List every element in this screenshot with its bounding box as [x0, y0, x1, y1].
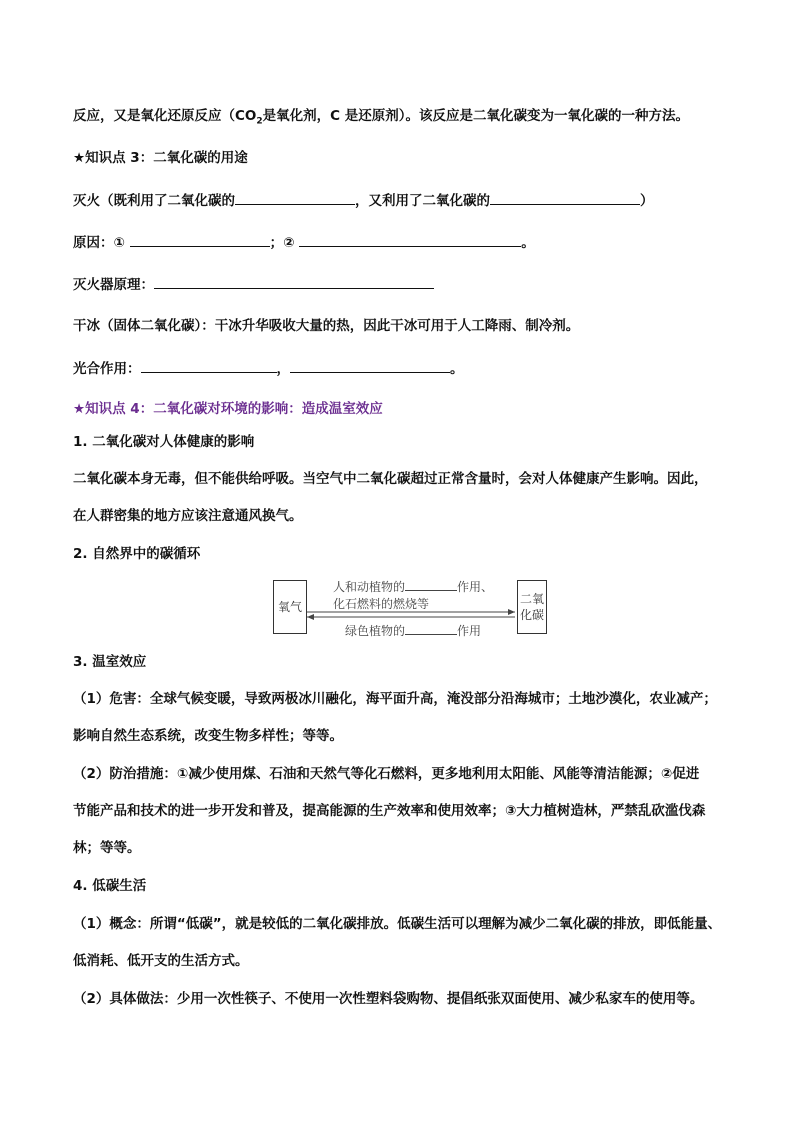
fill-blank[interactable]	[490, 190, 640, 205]
fill-blank[interactable]	[299, 232, 521, 247]
bottom-label	[345, 622, 481, 639]
carbon-cycle-diagram	[273, 578, 545, 638]
text-span: 人和动植物的	[333, 580, 406, 594]
fill-blank[interactable]	[154, 274, 434, 289]
text-span: 原因：①	[73, 235, 125, 251]
box-label: 化碳	[519, 608, 544, 622]
fire-extinguishing-line	[73, 190, 733, 211]
text-span: 光合作用：	[73, 361, 141, 377]
photosynthesis-line	[73, 358, 733, 379]
paragraph-line: 影响自然生态系统，改变生物多样性；等等。	[73, 728, 343, 744]
text-span: ；②	[269, 235, 295, 251]
arrowhead-right	[508, 609, 515, 615]
text-span: 绿色植物的	[345, 624, 406, 638]
section-2-title: 2. 自然界中的碳循环	[73, 546, 201, 562]
paragraph-line: （2）防治措施：①减少使用煤、石油和天然气等化石燃料，更多地利用太阳能、风能等清洁能源；②促进	[73, 766, 700, 782]
carbon-dioxide-box	[517, 580, 547, 634]
paragraph-line: （2）具体做法：少用一次性筷子、不使用一次性塑料袋购物、提倡纸张双面使用、减少私家车的使用等。	[73, 991, 704, 1007]
text-span: 是氧化剂，C 是还原剂）。该反应是二氧化碳变为一氧化碳的一种方法。	[262, 108, 690, 124]
section-3-title: 3. 温室效应	[73, 654, 147, 670]
subscript: 2	[256, 116, 263, 127]
text-span: 反应，又是氧化还原反应（CO	[73, 108, 257, 124]
text-span: ）	[640, 193, 654, 209]
paragraph-line: （1）危害：全球气候变暖，导致两极冰川融化，海平面升高，淹没部分沿海城市；土地沙漠化，农业减产；	[73, 691, 717, 707]
arrowhead-left	[307, 614, 314, 620]
fill-blank[interactable]	[290, 358, 450, 373]
text-span: 作用	[457, 624, 482, 638]
text-span: 。	[521, 235, 535, 251]
paragraph-line: 低消耗、低开支的生活方式。	[73, 953, 249, 969]
paragraph-line: 节能产品和技术的进一步开发和普及，提高能源的生产效率和使用效率；③大力植树造林，严禁乱砍滥伐森	[73, 803, 706, 819]
fill-blank[interactable]	[130, 232, 270, 247]
paragraph-line: 二氧化碳本身无毒，但不能供给呼吸。当空气中二氧化碳超过正常含量时，会对人体健康产生影响。因此，	[73, 471, 708, 487]
paragraph-line: 林；等等。	[73, 840, 141, 856]
extinguisher-line	[73, 274, 733, 295]
paragraph-line	[73, 106, 733, 132]
text-span: 。	[450, 361, 464, 377]
text-span: ，	[276, 361, 290, 377]
dry-ice-line: 干冰（固体二氧化碳）：干冰升华吸收大量的热，因此干冰可用于人工降雨、制冷剂。	[73, 318, 580, 334]
paragraph-line: 在人群密集的地方应该注意通风换气。	[73, 508, 303, 524]
fill-blank[interactable]	[405, 623, 457, 635]
box-label: 二氧	[519, 592, 544, 606]
section-1-title: 1. 二氧化碳对人体健康的影响	[73, 434, 255, 450]
knowledge-point-3-heading: ★知识点 3：二氧化碳的用途	[73, 150, 248, 166]
section-4-title: 4. 低碳生活	[73, 878, 147, 894]
fill-blank[interactable]	[235, 190, 355, 205]
knowledge-point-4-heading: ★知识点 4：二氧化碳对环境的影响：造成温室效应	[73, 401, 383, 417]
text-span: ，又利用了二氧化碳的	[355, 193, 490, 209]
top-label-2: 化石燃料的燃烧等	[333, 597, 430, 611]
oxygen-box: 氧气	[273, 580, 307, 634]
paragraph-line: （1）概念：所谓“低碳”，就是较低的二氧化碳排放。低碳生活可以理解为减少二氧化碳的排放，即低能量、	[73, 916, 722, 932]
reason-line	[73, 232, 733, 253]
text-span: 灭火器原理：	[73, 277, 154, 293]
text-span: 灭火（既利用了二氧化碳的	[73, 193, 235, 209]
text-span: 作用、	[457, 580, 494, 594]
fill-blank[interactable]	[141, 358, 277, 373]
